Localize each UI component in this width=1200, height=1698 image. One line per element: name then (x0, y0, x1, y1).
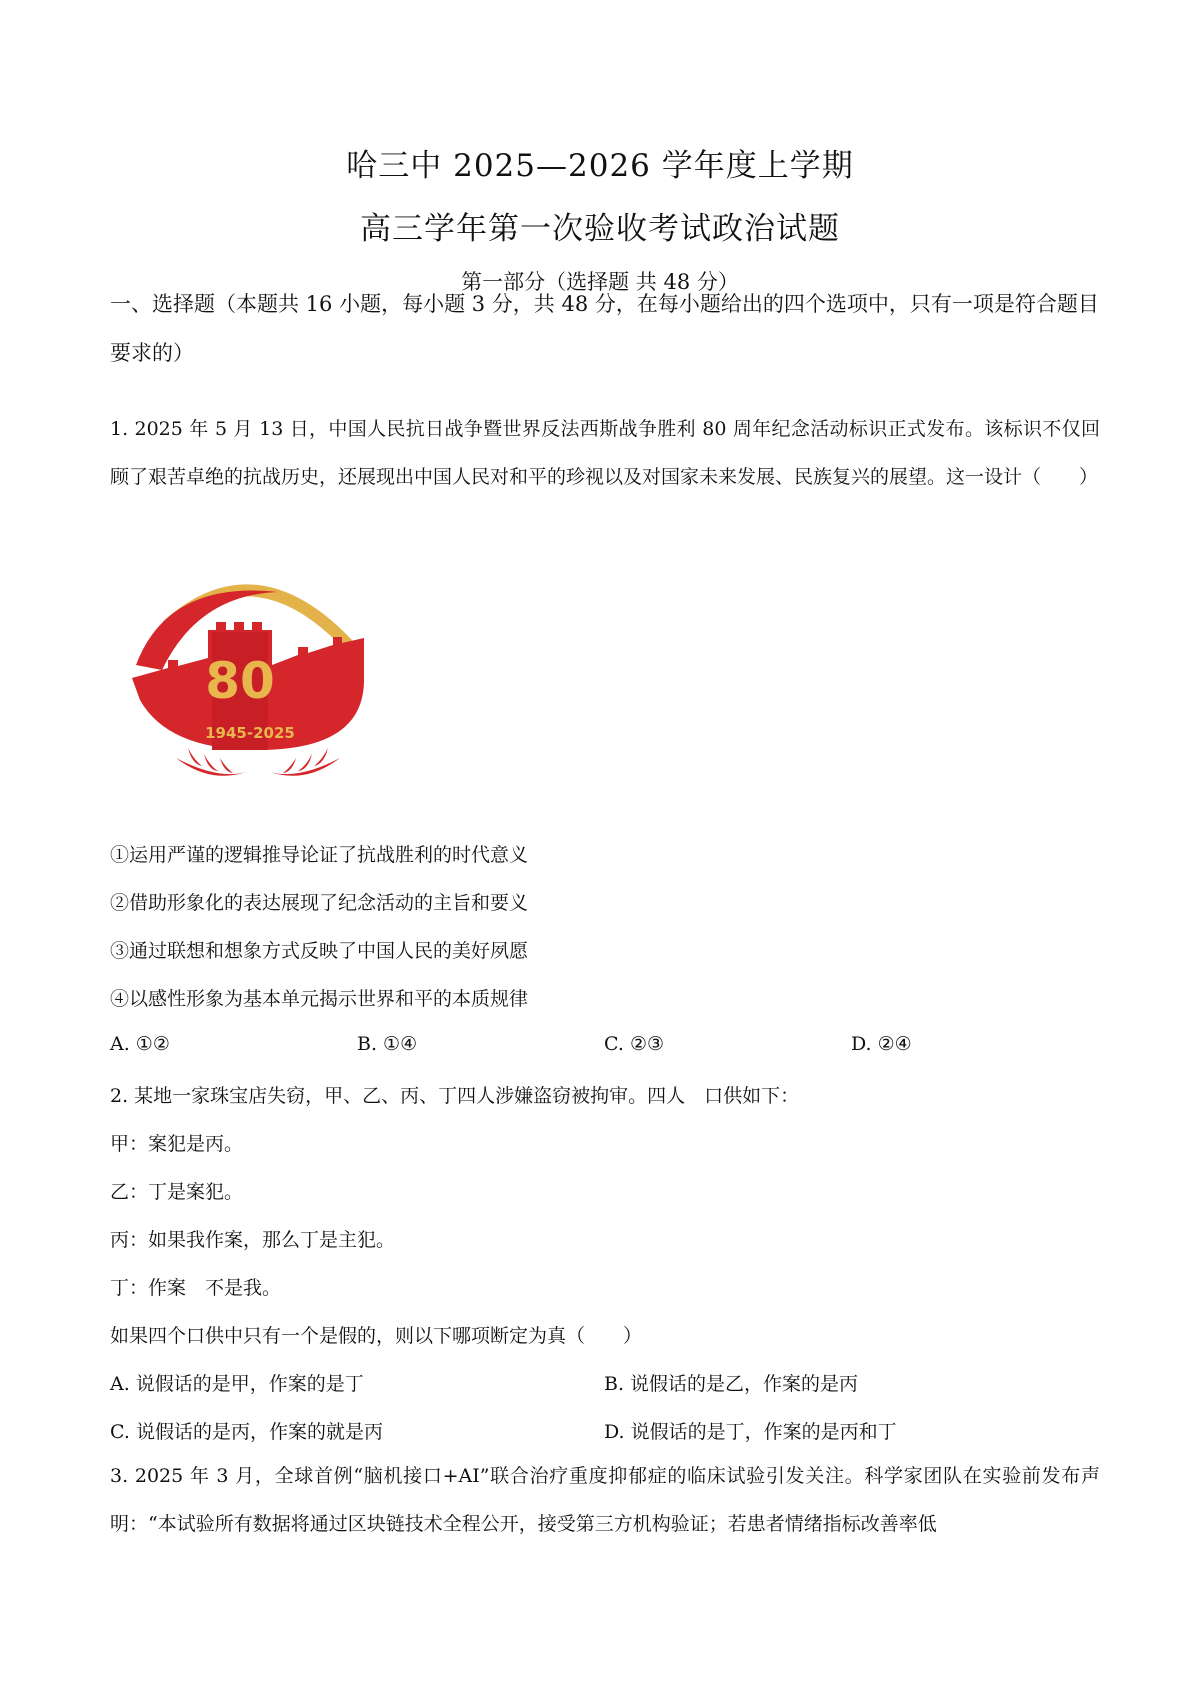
q2-option-d[interactable]: D. 说假话的是丁，作案的是丙和丁 (604, 1421, 897, 1443)
part-heading: 第一部分（选择题 共 48 分） (461, 270, 739, 294)
logo-wheat-icon (176, 748, 340, 776)
logo-graphic (128, 570, 388, 800)
q2-option-a[interactable]: A. 说假话的是甲，作案的是丁 (110, 1373, 364, 1395)
q1-option-a[interactable]: A. ①② (110, 1033, 170, 1055)
q1-option-c[interactable]: C. ②③ (604, 1033, 665, 1055)
question-1-stem: 1. 2025 年 5 月 13 日，中国人民抗日战争暨世界反法西斯战争胜利 80 周年纪念活动标识正式发布。该标识不仅回顾了艰苦卓绝的抗战历史，还展现出中国人民对和平的珍视以及对国家未来发展、民族复兴的展望。这一设计（ ） (110, 418, 1100, 488)
q1-statement-2: ②借助形象化的表达展现了纪念活动的主旨和要义 (110, 892, 529, 914)
section-heading: 一、选择题（本题共 16 小题，每小题 3 分，共 48 分，在每小题给出的四个选项中，只有一项是符合题目要求的） (110, 292, 1099, 365)
question-2-stem: 2. 某地一家珠宝店失窃，甲、乙、丙、丁四人涉嫌盗窃被拘审。四人 口供如下： (110, 1085, 800, 1107)
q2-testimony-yi: 乙：丁是案犯。 (110, 1181, 244, 1203)
q1-option-b[interactable]: B. ①④ (357, 1033, 418, 1055)
question-3-stem: 3. 2025 年 3 月，全球首例“脑机接口+AI”联合治疗重度抑郁症的临床试验引发关注。科学家团队在实验前发布声明：“本试验所有数据将通过区块链技术全程公开，接受第三方机构验证；若患者情绪指标改善率低 (110, 1465, 1100, 1535)
q2-option-b[interactable]: B. 说假话的是乙，作案的是丙 (604, 1373, 859, 1395)
exam-title-line1: 哈三中 2025—2026 学年度上学期 (346, 148, 854, 184)
exam-title-line2: 高三学年第一次验收考试政治试题 (360, 211, 840, 247)
q2-testimony-bing: 丙：如果我作案，那么丁是主犯。 (110, 1229, 396, 1251)
q1-statement-3: ③通过联想和想象方式反映了中国人民的美好夙愿 (110, 940, 529, 962)
q2-testimony-ding: 丁：作案 不是我。 (110, 1277, 282, 1299)
q2-option-c[interactable]: C. 说假话的是丙，作案的就是丙 (110, 1421, 383, 1443)
q1-option-d[interactable]: D. ②④ (851, 1033, 912, 1055)
q1-statement-1: ①运用严谨的逻辑推导论证了抗战胜利的时代意义 (110, 844, 529, 866)
logo-number: 80 (205, 652, 275, 710)
q2-question: 如果四个口供中只有一个是假的，则以下哪项断定为真（ ） (110, 1325, 643, 1347)
commemoration-logo (128, 570, 388, 800)
logo-years: 1945-2025 (205, 724, 295, 742)
q1-statement-4: ④以感性形象为基本单元揭示世界和平的本质规律 (110, 988, 529, 1010)
q2-testimony-jia: 甲：案犯是丙。 (110, 1133, 244, 1155)
